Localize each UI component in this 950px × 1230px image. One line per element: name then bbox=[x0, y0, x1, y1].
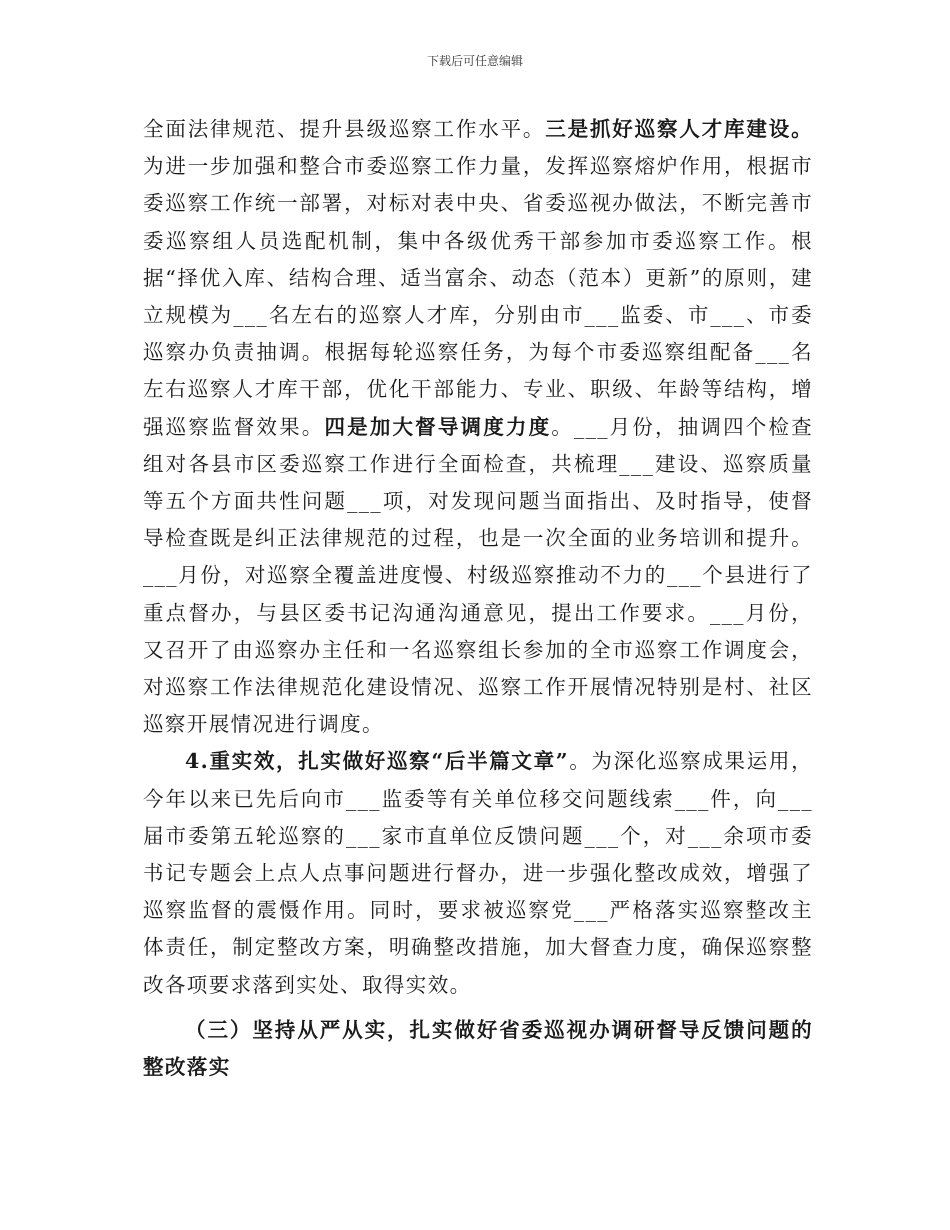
bold-text-run: 三是抓好巡察人才库建设。 bbox=[545, 117, 813, 141]
text-run: 全面法律规范、提升县级巡察工作水平。 bbox=[143, 117, 546, 141]
heading-text: （三）坚持从严从实，扎实做好省委巡视办调研督导反馈问题的整改落实 bbox=[143, 1017, 813, 1080]
paragraph-continuation bbox=[143, 111, 813, 743]
document-body bbox=[143, 111, 813, 1086]
paragraph-section-4 bbox=[143, 743, 813, 1003]
text-run: 为进一步加强和整合市委巡察工作力量，发挥巡察熔炉作用，根据市委巡察工作统一部署，对标对表中央、省委巡视办做法，不断完善市委巡察组人员选配机制，集中各级优秀干部参加市委巡察工作。根据“择优入库、结构合理、适当富余、动态（范本）更新”的原则，建立规模为___名左右的巡察人才库，分别由市___监委、市___、市委巡察办负责抽调。根据每轮巡察任务，为每个市委巡察组配备___名左右巡察人才库干部，优化干部能力、专业、职级、年龄等结构，增强巡察监督效果。 bbox=[143, 154, 813, 439]
text-run: 。___月份，抽调四个检查组对各县市区委巡察工作进行全面检查，共梳理___建设、巡察质量等五个方面共性问题___项，对发现问题当面指出、及时指导，使督导检查既是纠正法律规范的过程，也是一次全面的业务培训和提升。___月份，对巡察全覆盖进度慢、村级巡察推动不力的___个县进行了重点督办，与县区委书记沟通沟通意见，提出工作要求。___月份，又召开了由巡察办主任和一名巡察组长参加的全市巡察工作调度会，对巡察工作法律规范化建设情况、巡察工作开展情况特别是村、社区巡察开展情况进行调度。 bbox=[143, 414, 814, 737]
bold-text-run: 四是加大督导调度力度 bbox=[324, 414, 552, 439]
page-header: 下载后可任意编辑 bbox=[426, 54, 523, 68]
text-run: 。为深化巡察成果运用，今年以来已先后向市___监委等有关单位移交问题线索___件，向___届市委第五轮巡察的___家市直单位反馈问题___个，对___余项市委书记专题会上点人点事问题进行督办，进一步强化整改成效，增强了巡察监督的震慑作用。同时，要求被巡察党___严格落实巡察整改主体责任，制定整改方案，明确整改措施，加大督查力度，确保巡察整改各项要求落到实处、取得实效。 bbox=[143, 749, 813, 997]
bold-text-run: 4.重实效，扎实做好巡察“后半篇文章” bbox=[185, 749, 569, 774]
section-heading bbox=[143, 1012, 813, 1086]
